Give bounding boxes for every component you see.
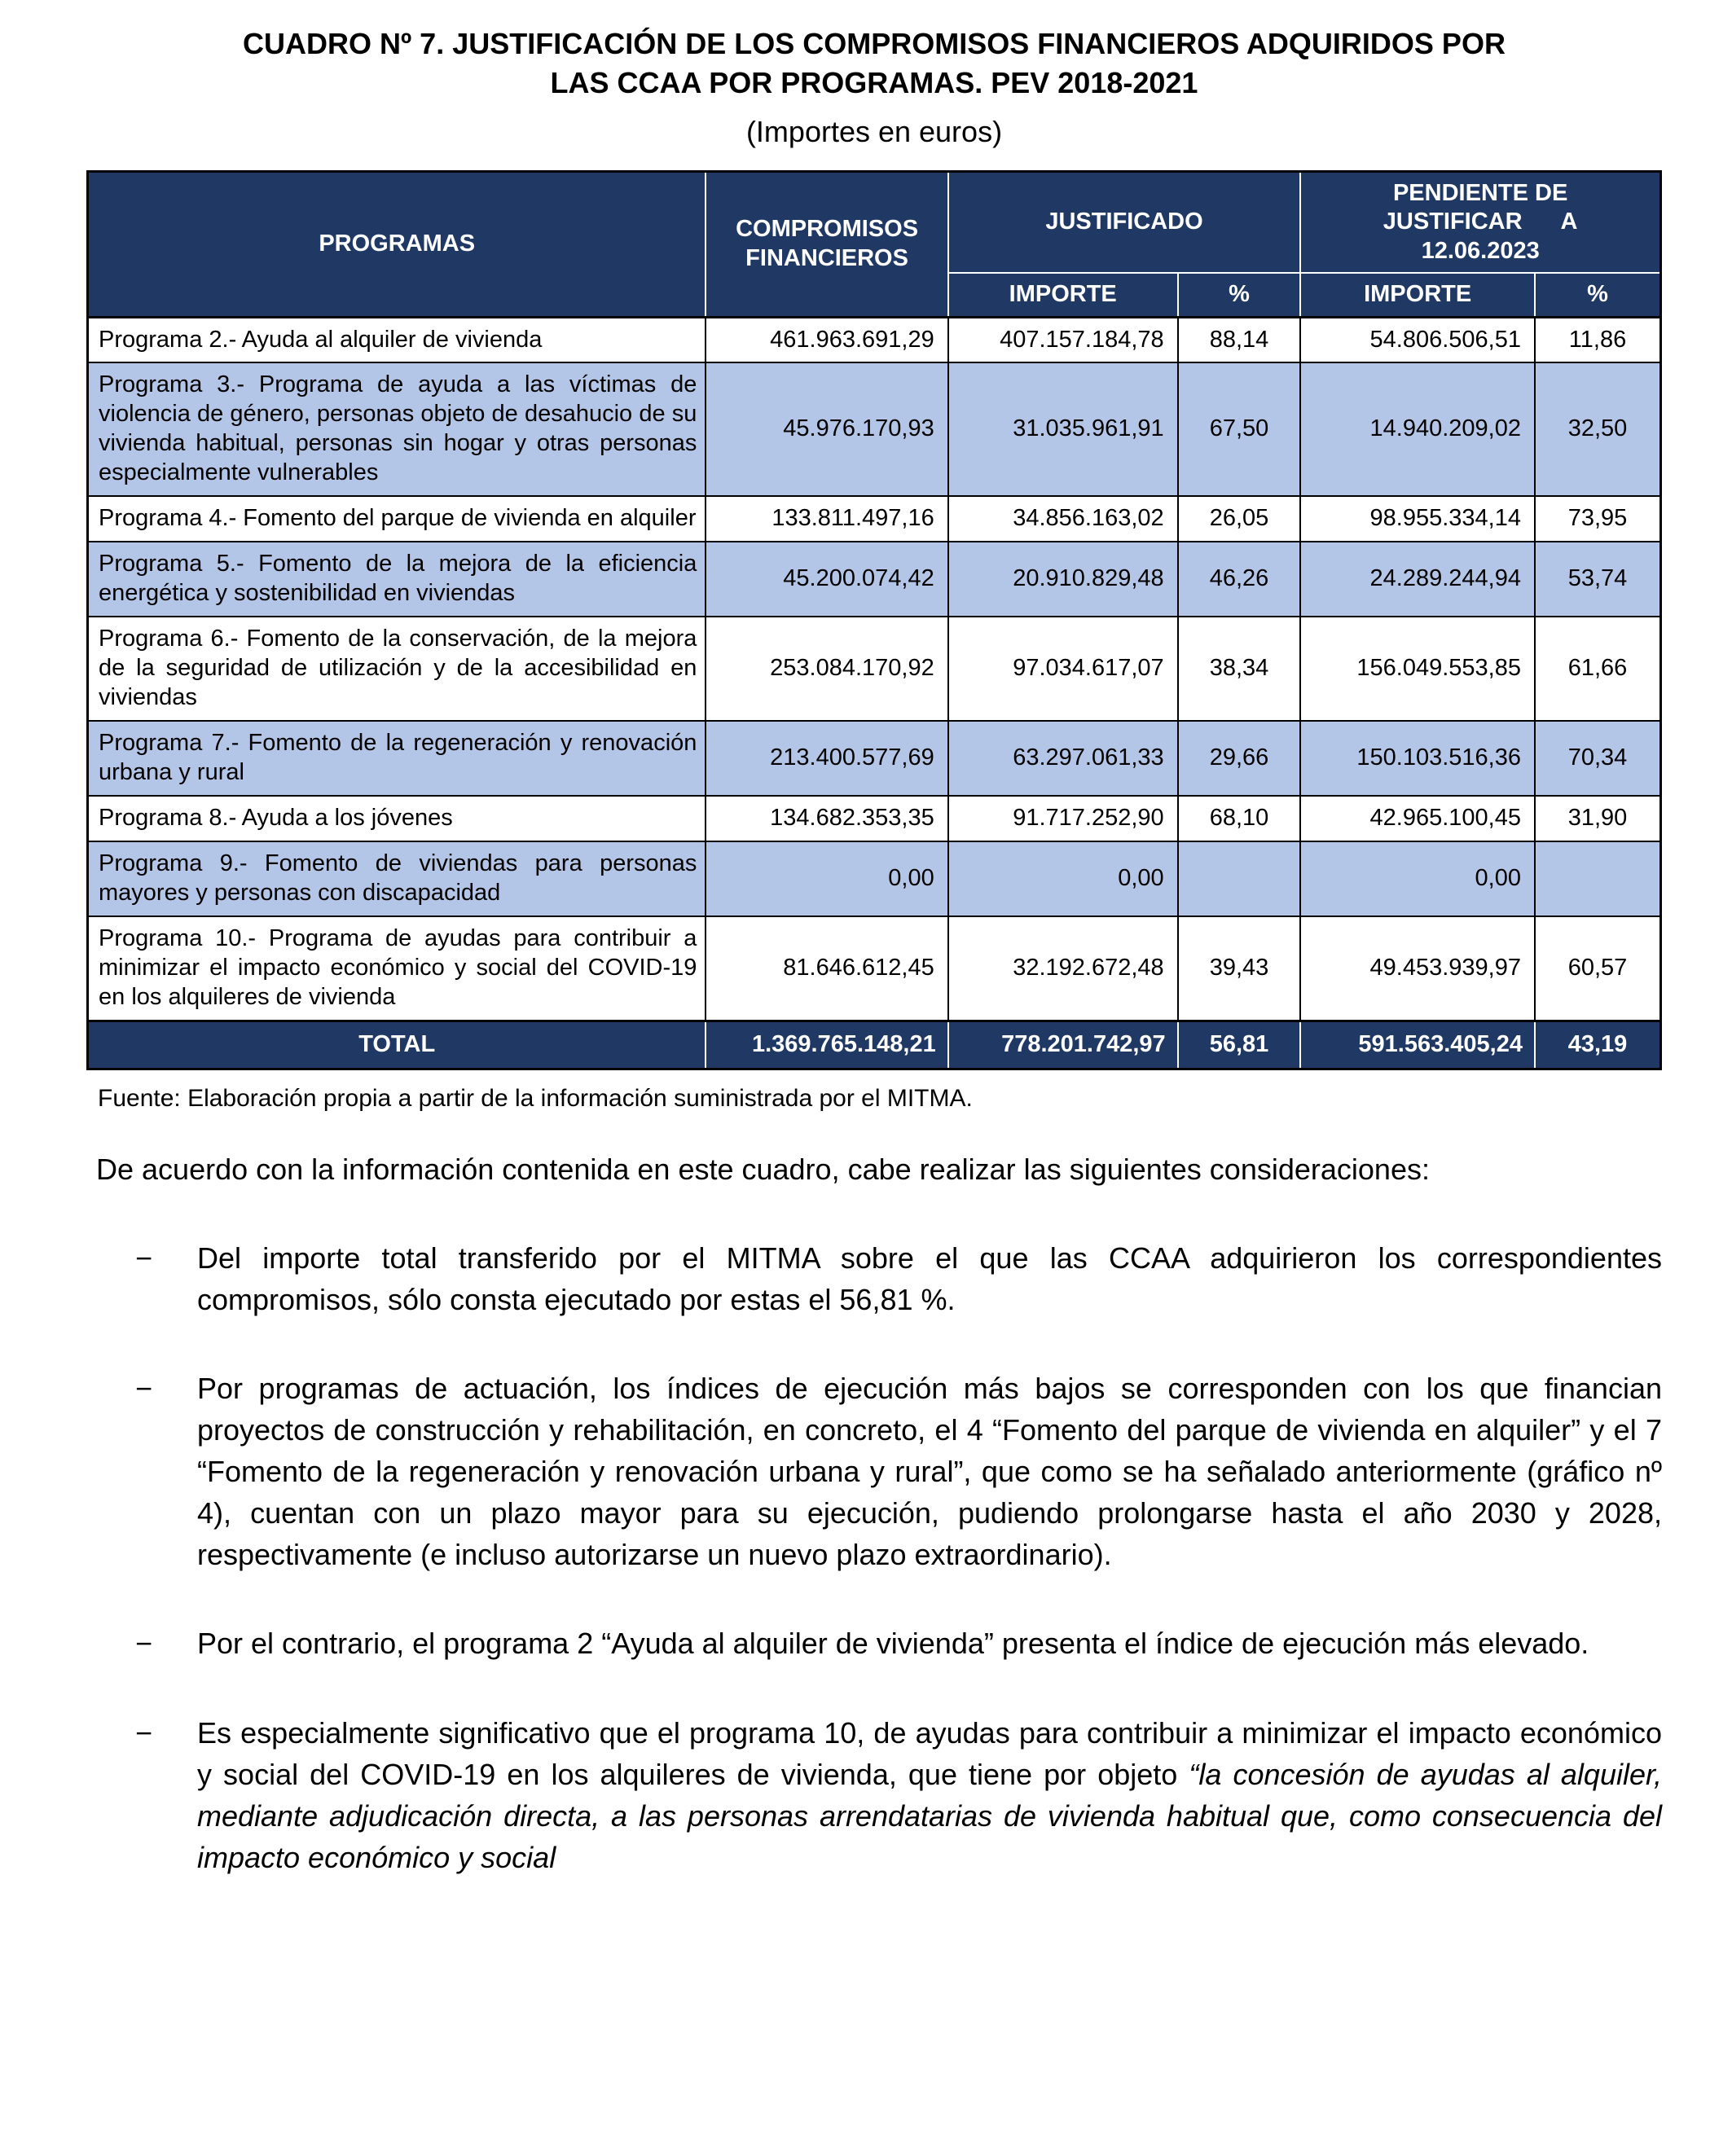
pendiente-importe-cell: 150.103.516,36 <box>1300 721 1535 796</box>
pendiente-importe-cell: 156.049.553,85 <box>1300 617 1535 721</box>
programa-cell: Programa 9.- Fomento de viviendas para personas mayores y personas con discapacidad <box>88 841 706 916</box>
row-total <box>88 1021 1661 1069</box>
row-programa-9 <box>88 841 1661 916</box>
total-label: TOTAL <box>88 1021 706 1069</box>
row-programa-7 <box>88 721 1661 796</box>
justificado-importe-cell: 20.910.829,48 <box>948 542 1178 617</box>
pendiente-pct-cell: 70,34 <box>1535 721 1661 796</box>
row-programa-2 <box>88 317 1661 362</box>
header-pendiente-pct: % <box>1535 273 1661 317</box>
bullet-dash-marker: − <box>135 1371 153 1405</box>
bullet-text: Del importe total transferido por el MITMA sobre el que las CCAA adquirieron los correspondientes compromisos, sólo consta ejecutado por estas el 56,81 %. <box>197 1240 1662 1316</box>
programa-cell: Programa 8.- Ayuda a los jóvenes <box>88 796 706 841</box>
table-body <box>88 317 1661 1069</box>
compromisos-cell: 81.646.612,45 <box>706 916 947 1021</box>
total-justificado-importe-cell: 778.201.742,97 <box>948 1021 1178 1069</box>
justificado-pct-cell: 68,10 <box>1178 796 1301 841</box>
pendiente-pct-cell: 53,74 <box>1535 542 1661 617</box>
compromisos-cell: 45.200.074,42 <box>706 542 947 617</box>
total-pendiente-pct-cell: 43,19 <box>1535 1021 1661 1069</box>
row-programa-5 <box>88 542 1661 617</box>
bullet-item-2 <box>135 1368 1662 1576</box>
header-pendiente-justificar <box>1300 172 1660 274</box>
justificado-importe-cell: 63.297.061,33 <box>948 721 1178 796</box>
justificado-pct-cell: 29,66 <box>1178 721 1301 796</box>
programa-cell: Programa 5.- Fomento de la mejora de la eficiencia energética y sostenibilidad en viviendas <box>88 542 706 617</box>
header-justificado-pct: % <box>1178 273 1301 317</box>
pendiente-importe-cell: 0,00 <box>1300 841 1535 916</box>
justificado-pct-cell: 46,26 <box>1178 542 1301 617</box>
header-pendiente-line-1: PENDIENTE DE <box>1392 180 1568 207</box>
page-title <box>86 24 1662 102</box>
compromisos-cell: 213.400.577,69 <box>706 721 947 796</box>
intro-paragraph: De acuerdo con la información contenida en este cuadro, cabe realizar las siguientes consideraciones: <box>96 1152 1430 1186</box>
bullet-list <box>86 1237 1662 1878</box>
programa-cell: Programa 3.- Programa de ayuda a las víctimas de violencia de género, personas objeto de desahucio de su vivienda habitual, personas sin hogar y otras personas especialmente vulnerables <box>88 362 706 496</box>
row-programa-6 <box>88 617 1661 721</box>
header-compromisos-financieros: COMPROMISOS FINANCIEROS <box>706 172 947 318</box>
bullet-dash-marker: − <box>135 1715 153 1750</box>
pendiente-importe-cell: 24.289.244,94 <box>1300 542 1535 617</box>
header-pendiente-importe: IMPORTE <box>1300 273 1535 317</box>
page-title-line-1: CUADRO Nº 7. JUSTIFICACIÓN DE LOS COMPROMISOS FINANCIEROS ADQUIRIDOS POR <box>243 27 1506 60</box>
compromisos-cell: 461.963.691,29 <box>706 317 947 362</box>
pendiente-pct-cell: 60,57 <box>1535 916 1661 1021</box>
pendiente-pct-cell: 31,90 <box>1535 796 1661 841</box>
header-pendiente-line-2: JUSTIFICAR A <box>1383 209 1578 235</box>
bullet-text-italic-quote: “la concesión de ayudas al alquiler, mediante adjudicación directa, a las personas arrendatarias de vivienda habitual que, como consecuencia del impacto económico y social <box>197 1757 1662 1874</box>
cuadro-table <box>86 170 1662 1070</box>
total-justificado-pct-cell: 56,81 <box>1178 1021 1301 1069</box>
pendiente-pct-cell: 32,50 <box>1535 362 1661 496</box>
source-note: Fuente: Elaboración propia a partir de la información suministrada por el MITMA. <box>98 1084 973 1112</box>
pendiente-importe-cell: 49.453.939,97 <box>1300 916 1535 1021</box>
total-pendiente-importe-cell: 591.563.405,24 <box>1300 1021 1535 1069</box>
justificado-importe-cell: 31.035.961,91 <box>948 362 1178 496</box>
pendiente-importe-cell: 42.965.100,45 <box>1300 796 1535 841</box>
bullet-text: Es especialmente significativo que el programa 10, de ayudas para contribuir a minimizar el impacto económico y social del COVID-19 en los alquileres de vivienda, que tiene por objeto <box>197 1715 1662 1791</box>
justificado-pct-cell: 38,34 <box>1178 617 1301 721</box>
programa-cell: Programa 2.- Ayuda al alquiler de vivienda <box>88 317 706 362</box>
row-programa-3 <box>88 362 1661 496</box>
justificado-importe-cell: 0,00 <box>948 841 1178 916</box>
justificado-importe-cell: 407.157.184,78 <box>948 317 1178 362</box>
bullet-item-3 <box>135 1622 1662 1664</box>
bullet-text: Por programas de actuación, los índices de ejecución más bajos se corresponden con los que financian proyectos de construcción y rehabilitación, en concreto, el 4 “Fomento del parque de vivienda en alquiler” y el 7 “Fomento de la regeneración y renovación urbana y rural”, que como se ha señalado anteriormente (gráfico nº 4), cuentan con un plazo mayor para su ejecución, pudiendo prolongarse hasta el año 2030 y 2028, respectivamente (e incluso autorizarse un nuevo plazo extraordinario). <box>197 1371 1662 1572</box>
pendiente-pct-cell: 73,95 <box>1535 496 1661 542</box>
justificado-pct-cell: 26,05 <box>1178 496 1301 542</box>
page-title-line-2: LAS CCAA POR PROGRAMAS. PEV 2018-2021 <box>550 65 1198 99</box>
table-header <box>88 172 1661 318</box>
table-header-row-1 <box>88 172 1661 274</box>
compromisos-cell: 134.682.353,35 <box>706 796 947 841</box>
pendiente-pct-cell: 11,86 <box>1535 317 1661 362</box>
header-pendiente-line-3: 12.06.2023 <box>1421 237 1540 264</box>
pendiente-importe-cell: 14.940.209,02 <box>1300 362 1535 496</box>
bullet-dash-marker: − <box>135 1627 153 1661</box>
compromisos-cell: 253.084.170,92 <box>706 617 947 721</box>
pendiente-pct-cell <box>1535 841 1661 916</box>
justificado-pct-cell: 39,43 <box>1178 916 1301 1021</box>
programa-cell: Programa 7.- Fomento de la regeneración y renovación urbana y rural <box>88 721 706 796</box>
compromisos-cell: 45.976.170,93 <box>706 362 947 496</box>
programa-cell: Programa 4.- Fomento del parque de vivienda en alquiler <box>88 496 706 542</box>
justificado-importe-cell: 34.856.163,02 <box>948 496 1178 542</box>
pendiente-pct-cell: 61,66 <box>1535 617 1661 721</box>
bullet-text: Por el contrario, el programa 2 “Ayuda al alquiler de vivienda” presenta el índice de ejecución más elevado. <box>197 1627 1589 1661</box>
header-justificado: JUSTIFICADO <box>948 172 1301 274</box>
row-programa-4 <box>88 496 1661 542</box>
total-compromisos-cell: 1.369.765.148,21 <box>706 1021 947 1069</box>
compromisos-cell: 133.811.497,16 <box>706 496 947 542</box>
programa-cell: Programa 6.- Fomento de la conservación, de la mejora de la seguridad de utilización y de la accesibilidad en viviendas <box>88 617 706 721</box>
pendiente-importe-cell: 98.955.334,14 <box>1300 496 1535 542</box>
justificado-importe-cell: 97.034.617,07 <box>948 617 1178 721</box>
page-subtitle: (Importes en euros) <box>745 115 1003 149</box>
justificado-importe-cell: 91.717.252,90 <box>948 796 1178 841</box>
compromisos-cell: 0,00 <box>706 841 947 916</box>
header-justificado-importe: IMPORTE <box>948 273 1178 317</box>
header-programas: PROGRAMAS <box>88 172 706 318</box>
bullet-item-1 <box>135 1237 1662 1320</box>
programa-cell: Programa 10.- Programa de ayudas para contribuir a minimizar el impacto económico y social del COVID-19 en los alquileres de vivienda <box>88 916 706 1021</box>
justificado-pct-cell: 67,50 <box>1178 362 1301 496</box>
row-programa-10 <box>88 916 1661 1021</box>
row-programa-8 <box>88 796 1661 841</box>
justificado-importe-cell: 32.192.672,48 <box>948 916 1178 1021</box>
justificado-pct-cell: 88,14 <box>1178 317 1301 362</box>
justificado-pct-cell <box>1178 841 1301 916</box>
pendiente-importe-cell: 54.806.506,51 <box>1300 317 1535 362</box>
bullet-item-4 <box>135 1712 1662 1878</box>
bullet-dash-marker: − <box>135 1240 153 1275</box>
